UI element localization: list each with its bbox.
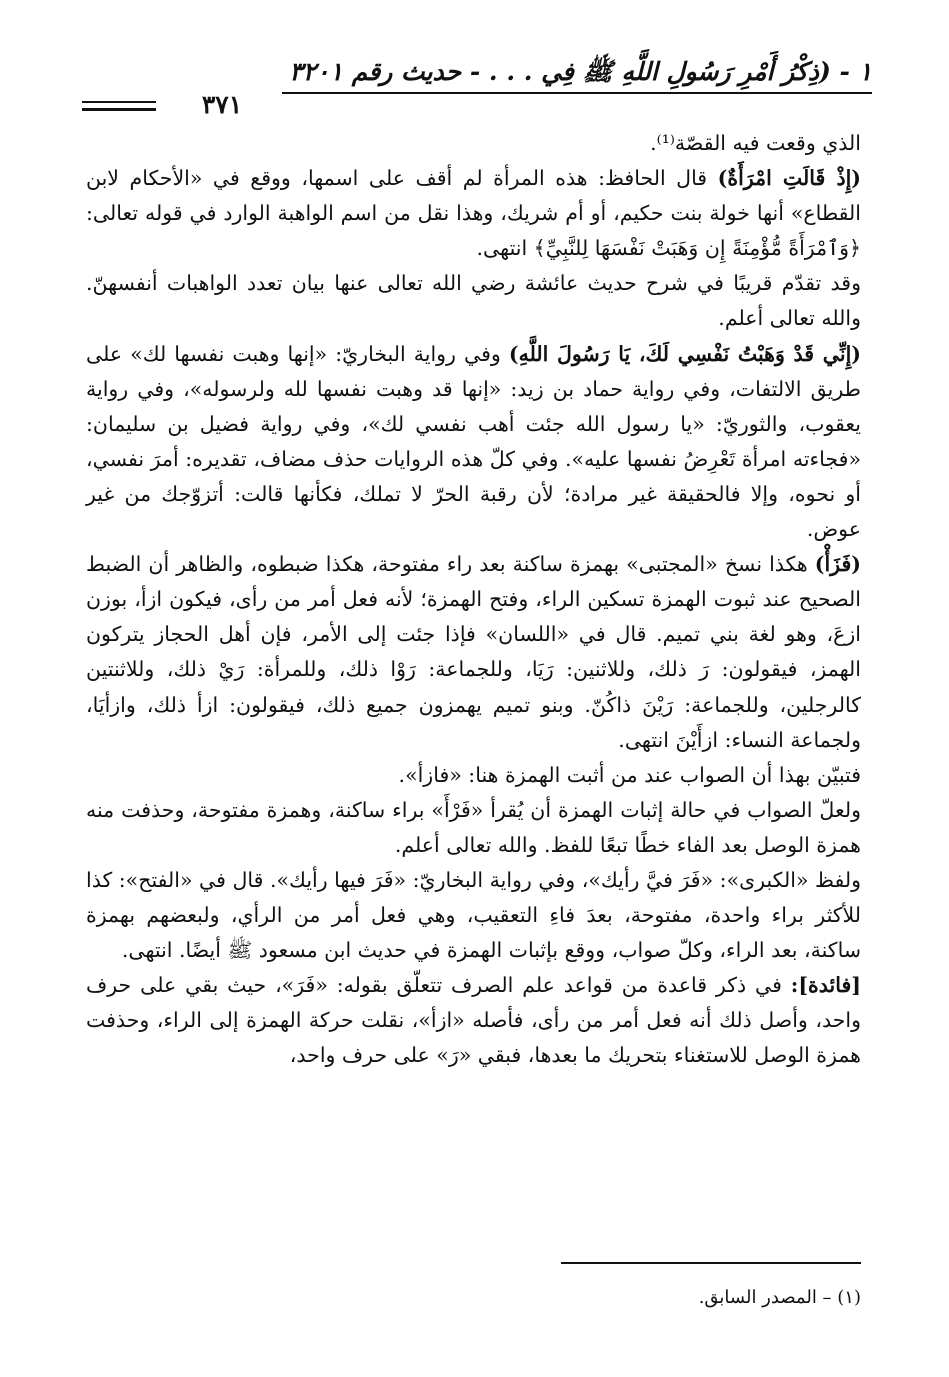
paragraph-lead: (إِنِّي قَدْ وَهَبْتُ نَفْسِي لَكَ، يَا رَسُولَ اللَّهِ) bbox=[508, 341, 861, 366]
paragraph-1 bbox=[86, 126, 861, 161]
paragraph-8 bbox=[86, 863, 861, 968]
paragraph-2 bbox=[86, 161, 861, 266]
paragraph-4 bbox=[86, 337, 861, 548]
main-text bbox=[86, 126, 861, 1074]
footnote: (١) – المصدر السابق. bbox=[698, 1287, 861, 1308]
footnote-separator bbox=[561, 1262, 861, 1264]
paragraph-lead: (إِذْ قَالَتِ امْرَأَةٌ) bbox=[717, 166, 861, 191]
paragraph-text: قال الحافظ: هذه المرأة لم أقف على اسمها، ووقع في «الأحكام لابن القطاع» أنها خولة بنت حكيم، أو أم شريك، وهذا نقل من اسم الواهبة الوارد في قوله تعالى: ﴿وَٱمْرَأَةً مُّؤْمِنَةً إِن وَهَبَتْ نَفْسَهَا لِلنَّبِيِّ﴾ انتهى. bbox=[86, 166, 861, 261]
paragraph-6 bbox=[86, 758, 861, 793]
paragraph-text: في ذكر قاعدة من قواعد علم الصرف تتعلّق بقوله: «فَرَ»، حيث بقي على حرف واحد، وأصل ذلك أنه فعل أمر من رأى، فأصله «ازأ»، نقلت حركة الهمزة إلى الراء، وحذفت همزة الوصل للاستغناء بتحريك ما بعدها، فبقي «رَ» على حرف واحد، bbox=[86, 973, 861, 1068]
header-rule bbox=[282, 92, 872, 94]
paragraph-lead: (فَزَأْ) bbox=[814, 552, 861, 577]
header-title: ١ - (ذِكْرُ أَمْرِ رَسُولِ اللَّهِ ﷺ فِي . . . - حديث رقم ٣٢٠١ bbox=[289, 57, 872, 86]
running-header bbox=[82, 48, 872, 119]
header-rule-left-thick bbox=[82, 108, 156, 111]
paragraph-text: فتبيّن بهذا أن الصواب عند من أثبت الهمزة هنا: «فازأ». bbox=[398, 762, 861, 787]
paragraph-lead: [فائدة]: bbox=[790, 973, 861, 998]
paragraph-text: وقد تقدّم قريبًا في شرح حديث عائشة رضي الله تعالى عنها بيان تعدد الواهبات أنفسهنّ. والله تعالى أعلم. bbox=[86, 271, 861, 331]
paragraph-5 bbox=[86, 547, 861, 758]
paragraph-9 bbox=[86, 968, 861, 1073]
paragraph-text: ولعلّ الصواب في حالة إثبات الهمزة أن يُقرأ «فَرْأَ» براء ساكنة، وهمزة مفتوحة، وحذفت منه همزة الوصل بعد الفاء خطًا تبعًا للفظ. والله تعالى أعلم. bbox=[86, 797, 861, 857]
paragraph-7 bbox=[86, 793, 861, 863]
header-rule-left-thin bbox=[82, 101, 156, 103]
paragraph-3 bbox=[86, 266, 861, 336]
paragraph-text: الذي وقعت فيه القصّة⁽¹⁾. bbox=[650, 131, 861, 155]
paragraph-text: ولفظ «الكبرى»: «فَرَ فيَّ رأيك»، وفي رواية البخاريّ: «فَرَ فيها رأيك». قال في «الفتح»: كذا للأكثر براء واحدة، مفتوحة، بعدَ فاءِ التعقيب، وهي فعل أمر من الرأي، ولبعضهم بهمزة ساكنة، بعد الراء، وكلّ صواب، ووقع بإثبات الهمزة في حديث ابن مسعود ﷺ أيضًا. انتهى. bbox=[86, 867, 861, 963]
page-number: ٣٧١ bbox=[201, 90, 243, 119]
paragraph-text: هكذا نسخ «المجتبى» بهمزة ساكنة بعد راء مفتوحة، هكذا ضبطوه، والظاهر أن الضبط الصحيح عند ثبوت الهمزة تسكين الراء، وفتح الهمزة؛ لأنه فعل أمر من رأى، فيكون ازأ، بوزن ازعَ، وهو لغة بني تميم. قال في «اللسان» فإذا جئت إلى الأمر، فإن أهل الحجاز يتركون الهمز، فيقولون: رَ ذلك، وللاثنين: رَيَا، وللجماعة: رَوْا ذلك، وللمرأة: رَيْ ذلك، وللاثنتين كالرجلين، وللجماعة: رَيْنَ ذاكُنّ. وبنو تميم يهمزون جميع ذلك، فيقولون: ازأ ذلك، وازأيَا، ولجماعة النساء: ازأَيْنَ انتهى. bbox=[86, 552, 861, 752]
paragraph-text: وفي رواية البخاريّ: «إنها وهبت نفسها لك» على طريق الالتفات، وفي رواية حماد بن زيد: «إنها قد وهبت نفسها لله ولرسوله»، وفي رواية يعقوب، والثوريّ: «يا رسول الله جئت أهب نفسي لك»، وفي رواية فضيل بن سليمان: «فجاءته امرأة تَعْرِضُ نفسها عليه». وفي كلّ هذه الروايات حذف مضاف، تقديره: أمرَ نفسي، أو نحوه، وإلا فالحقيقة غير مرادة؛ لأن رقبة الحرّ لا تملك، فكأنها قالت: أتزوّجك من غير عوض. bbox=[86, 341, 861, 542]
